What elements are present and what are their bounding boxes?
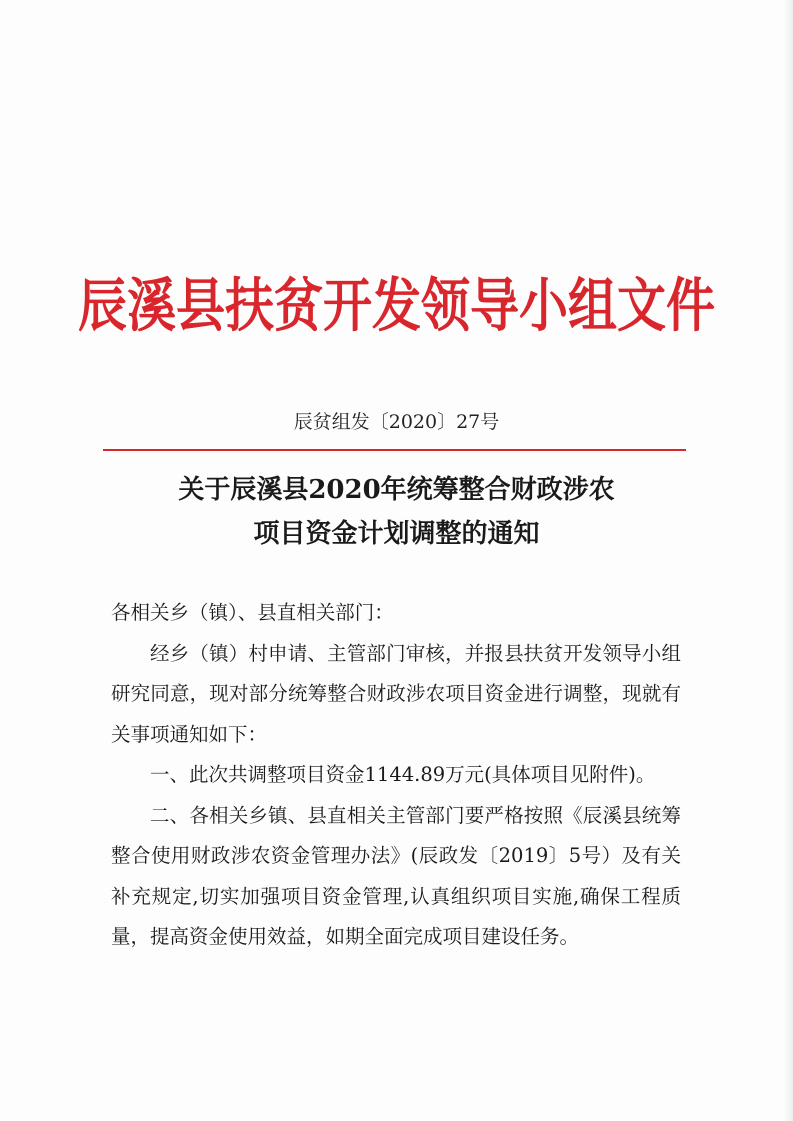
red-divider-line (103, 449, 686, 451)
scan-edge-shadow (783, 0, 793, 1121)
notice-body (111, 593, 681, 958)
notice-title (0, 468, 793, 556)
salutation: 各相关乡（镇）、县直相关部门： (111, 601, 394, 624)
paragraph-intro: 经乡（镇）村申请、主管部门审核，并报县扶贫开发领导小组研究同意，现对部分统筹整合财政涉农项目资金进行调整，现就有关事项通知如下： (111, 641, 681, 746)
issuer-header-title: 辰溪县扶贫开发领导小组文件 (77, 270, 715, 340)
notice-title-line-1: 关于辰溪县2020年统筹整合财政涉农 (178, 475, 615, 505)
paragraph-item-1: 一、此次共调整项目资金1144.89万元(具体项目见附件)。 (150, 763, 656, 786)
notice-title-line-2: 项目资金计划调整的通知 (253, 519, 540, 549)
paragraph-item-2: 二、各相关乡镇、县直相关主管部门要严格按照《辰溪县统筹整合使用财政涉农资金管理办法》(辰政发〔2019〕5号）及有关补充规定,切实加强项目资金管理,认真组织项目实施,确保工程质量，提高资金使用效益，如期全面完成项目建设任务。 (111, 803, 681, 948)
document-number: 辰贫组发〔2020〕27号 (293, 411, 500, 433)
